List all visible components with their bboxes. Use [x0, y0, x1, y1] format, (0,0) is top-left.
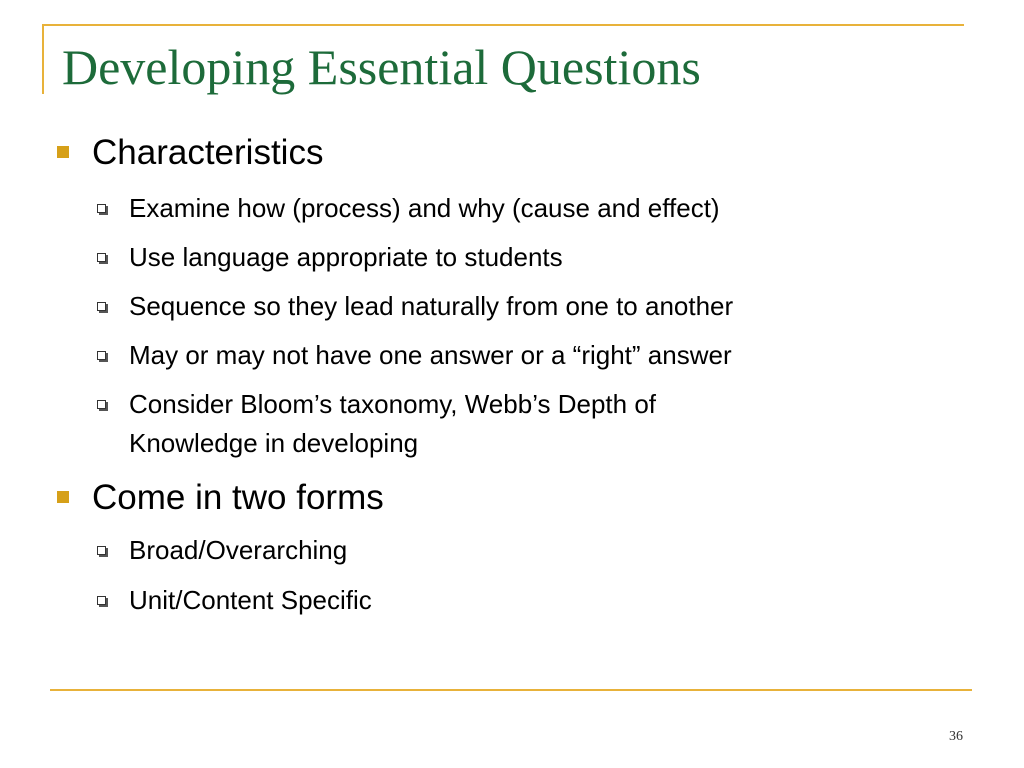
hollow-square-bullet-icon [97, 204, 106, 213]
sub-bullet-label: Examine how (process) and why (cause and effect) [129, 193, 720, 223]
sub-bullet [129, 533, 347, 567]
sub-bullet-label: Use language appropriate to students [129, 242, 563, 272]
square-bullet-icon [57, 146, 69, 158]
slide-title: Developing Essential Questions [62, 39, 701, 95]
bullet-characteristics [92, 133, 323, 173]
sub-bullet [129, 289, 733, 323]
square-bullet-icon [57, 491, 69, 503]
sub-bullet [129, 387, 656, 421]
sub-bullet [129, 583, 372, 617]
sub-bullet-label: Sequence so they lead naturally from one to another [129, 291, 734, 321]
hollow-square-bullet-icon [97, 302, 106, 311]
sub-bullet-label: Knowledge in developing [129, 428, 419, 458]
sub-bullet [129, 191, 720, 225]
hollow-square-bullet-icon [97, 400, 106, 409]
bottom-divider-line [50, 689, 972, 691]
sub-bullet-label: Unit/Content Specific [129, 585, 372, 615]
page-number: 36 [949, 729, 963, 744]
sub-bullet-continuation [129, 426, 418, 460]
bullet-label: Come in two forms [92, 478, 384, 517]
hollow-square-bullet-icon [97, 546, 106, 555]
hollow-square-bullet-icon [97, 351, 106, 360]
bullet-label: Characteristics [92, 133, 324, 172]
hollow-square-bullet-icon [97, 253, 106, 262]
top-border-line [42, 24, 964, 26]
sub-bullet-label: May or may not have one answer or a “right” answer [129, 340, 732, 370]
sub-bullet-label: Consider Bloom’s taxonomy, Webb’s Depth of [129, 389, 657, 419]
bullet-come-in-two-forms [92, 478, 384, 518]
hollow-square-bullet-icon [97, 596, 106, 605]
sub-bullet-label: Broad/Overarching [129, 535, 348, 565]
sub-bullet [129, 240, 563, 274]
left-border-line [42, 24, 44, 94]
sub-bullet [129, 338, 732, 372]
